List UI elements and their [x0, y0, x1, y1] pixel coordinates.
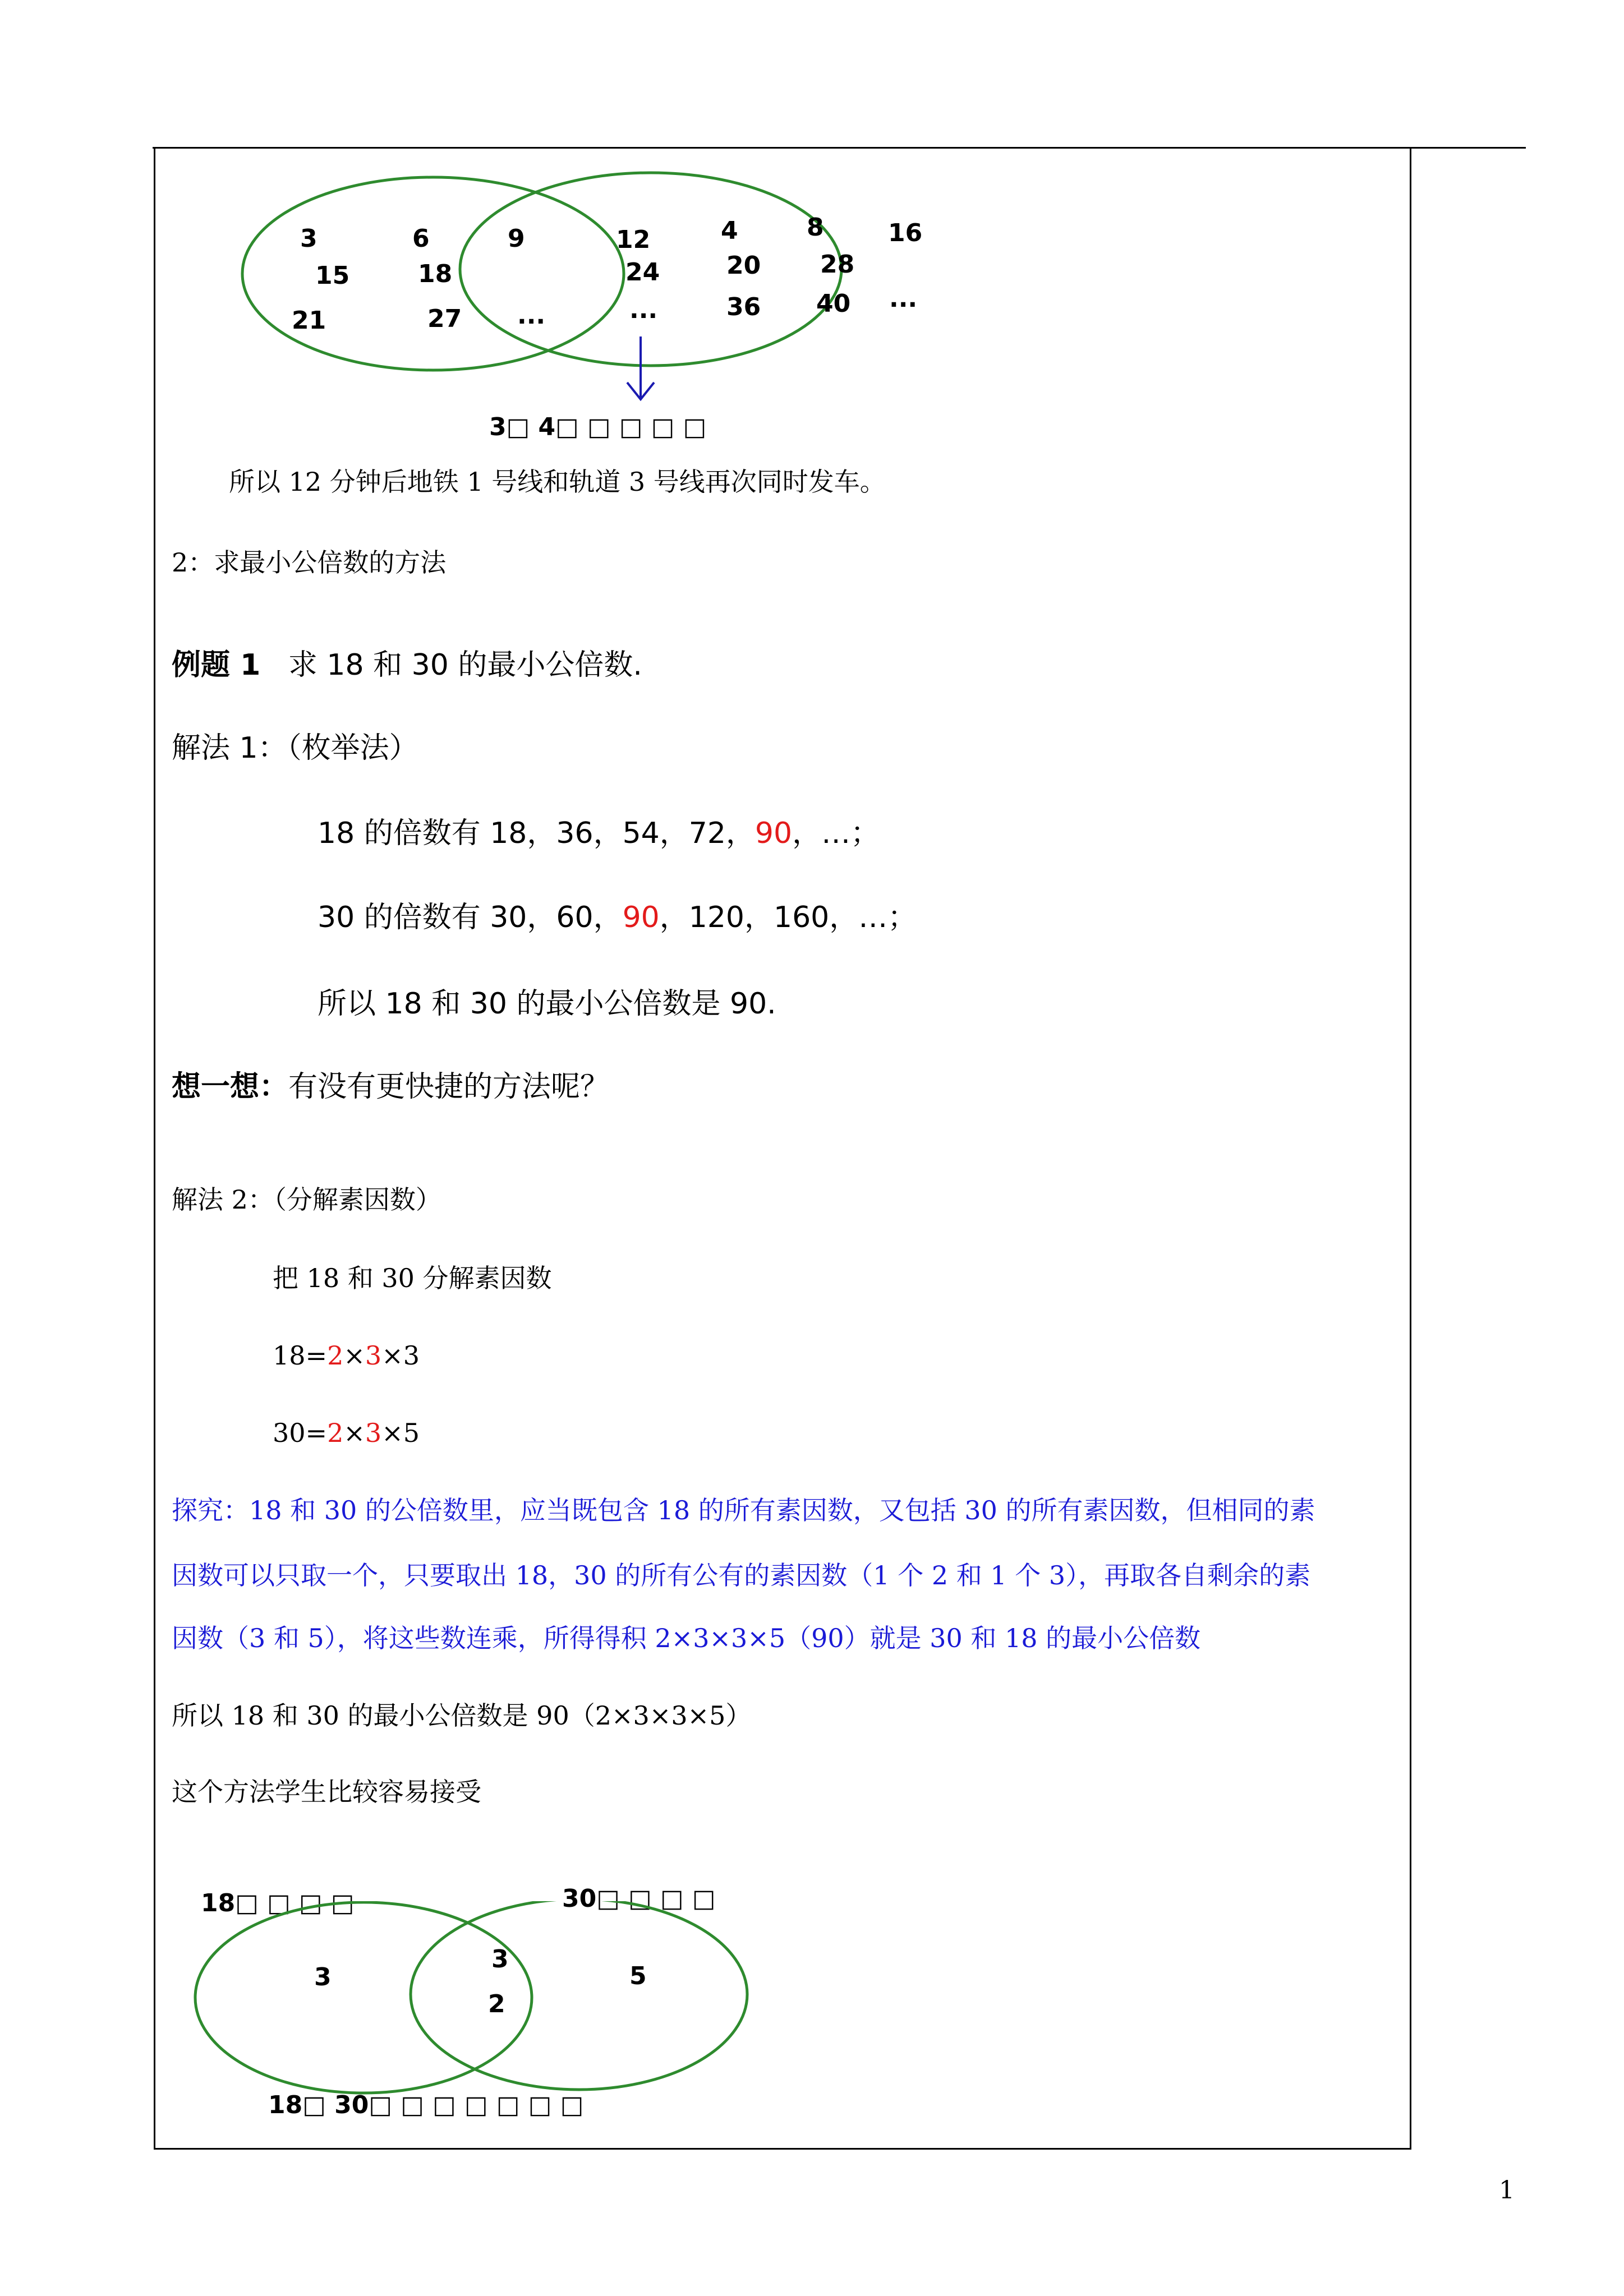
venn1-left-number: ··· — [517, 307, 546, 336]
method2-intro: 把 18 和 30 分解素因数 — [273, 1263, 552, 1293]
venn1-right-number: 40 — [816, 289, 851, 318]
eq1-common-2: 2 — [327, 1340, 344, 1371]
factorization-18 — [273, 1340, 420, 1371]
venn1-right-number: ··· — [889, 291, 918, 319]
venn2-right-factor: 5 — [629, 1962, 647, 1990]
venn2-right-caption: 30□ □ □ □ — [562, 1884, 716, 1913]
method1-line2-text: 30 的倍数有 30，60， — [318, 901, 623, 934]
explore-label: 探究： — [172, 1495, 249, 1525]
method2-heading: 解法 2：（分解素因数） — [172, 1184, 441, 1215]
venn1-right-number: 8 — [807, 213, 824, 242]
explore-line1 — [172, 1497, 1315, 1523]
eq1-common-3: 3 — [365, 1340, 382, 1371]
method1-line1-suffix: ，…； — [792, 817, 880, 850]
venn1-caption: 3□ 4□ □ □ □ □ — [489, 413, 707, 441]
venn1-overlap-number: ··· — [629, 302, 658, 330]
eq1-times: × — [343, 1340, 365, 1371]
highlight-90: 90 — [622, 901, 660, 934]
explore-text-1: 18 和 30 的公倍数里，应当既包含 18 的所有素因数，又包括 30 的所有素因数，但相同的素 — [249, 1495, 1315, 1525]
venn1-overlap-number: 24 — [625, 258, 660, 287]
venn2-left-factor: 3 — [314, 1963, 332, 1991]
venn1-left-number: 18 — [418, 260, 453, 288]
explore-line3: 因数（3 和 5），将这些数连乘，所得得积 2×3×3×5（90）就是 30 和 18 的最小公倍数 — [172, 1623, 1201, 1653]
venn1-left-number: 21 — [292, 306, 326, 335]
eq2-lhs: 30= — [273, 1418, 328, 1448]
teaching-note: 这个方法学生比较容易接受 — [172, 1777, 481, 1807]
venn1-left-number: 9 — [508, 224, 525, 253]
method1-conclusion: 所以 18 和 30 的最小公倍数是 90. — [318, 987, 776, 1021]
venn1-right-number: 20 — [726, 251, 761, 280]
sentence-subway: 所以 12 分钟后地铁 1 号线和轨道 3 号线再次同时发车。 — [229, 467, 886, 497]
think-text: 有没有更快捷的方法呢？ — [288, 1070, 610, 1104]
venn2-common-factor: 3 — [491, 1945, 509, 1974]
venn1-right-number: 28 — [820, 250, 855, 279]
explore-line2: 因数可以只取一个，只要取出 18，30 的所有公有的素因数（1 个 2 和 1 个 3），再取各自剩余的素 — [172, 1560, 1311, 1590]
method1-line1 — [318, 819, 880, 848]
think-prompt — [172, 1070, 610, 1104]
eq2-common-3: 3 — [365, 1418, 382, 1448]
venn1-left-number: 3 — [300, 224, 318, 253]
method1-line1-text: 18 的倍数有 18，36，54，72， — [318, 817, 755, 850]
page-number: 1 — [1499, 2176, 1515, 2205]
method1-line2 — [318, 903, 917, 932]
venn1-left-number: 6 — [412, 224, 430, 253]
lcm-conclusion: 所以 18 和 30 的最小公倍数是 90（2×3×3×5） — [172, 1700, 752, 1731]
eq1-lhs: 18= — [273, 1340, 328, 1371]
content-frame — [154, 148, 1411, 2150]
venn1-right-number: 4 — [721, 216, 738, 245]
eq2-common-2: 2 — [327, 1418, 344, 1448]
think-label: 想一想： — [172, 1070, 289, 1104]
venn2-common-factor: 2 — [488, 1990, 505, 2018]
venn2-left-circle — [195, 1902, 532, 2093]
eq1-rest: ×3 — [381, 1340, 420, 1371]
highlight-90: 90 — [755, 817, 793, 850]
method1-line2-suffix: ，120，160，…； — [659, 901, 917, 934]
venn1-right-number: 16 — [888, 219, 923, 247]
venn1-overlap-number: 12 — [616, 225, 651, 254]
factorization-30 — [273, 1420, 420, 1446]
venn1-right-number: 36 — [726, 293, 761, 321]
section-heading: 2：求最小公倍数的方法 — [172, 547, 447, 578]
venn2-bottom-caption: 18□ 30□ □ □ □ □ □ □ — [268, 2091, 584, 2119]
method1-heading: 解法 1：（枚举法） — [172, 731, 418, 765]
example-label: 例题 1 — [172, 648, 261, 682]
venn1-left-number: 27 — [427, 305, 462, 333]
venn2-left-caption: 18□ □ □ □ — [201, 1889, 355, 1917]
eq2-rest: ×5 — [381, 1418, 420, 1448]
example-text: 求 18 和 30 的最小公倍数. — [288, 648, 642, 682]
example-title — [172, 648, 642, 682]
eq2-times: × — [343, 1418, 365, 1448]
venn1-left-number: 15 — [315, 261, 350, 290]
venn2-right-circle — [411, 1901, 747, 2090]
